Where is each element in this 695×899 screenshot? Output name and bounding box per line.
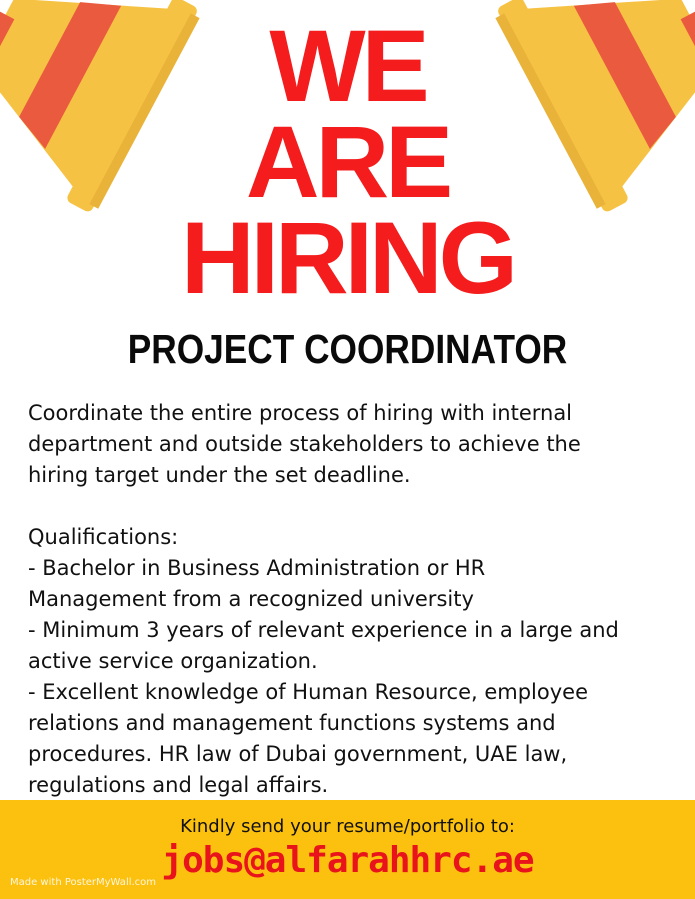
description-line: hiring target under the set deadline. <box>28 463 411 487</box>
qualification-line: - Excellent knowledge of Human Resource, employee <box>28 680 588 704</box>
footer-banner <box>0 800 695 899</box>
qualification-line: active service organization. <box>28 649 318 673</box>
qualification-line: - Minimum 3 years of relevant experience in a large and <box>28 618 619 642</box>
qualification-line: - Bachelor in Business Administration or HR <box>28 556 486 580</box>
headline-line-we: WE <box>269 9 426 123</box>
job-description <box>28 398 678 801</box>
footer-cta: Kindly send your resume/portfolio to: <box>180 816 515 837</box>
description-line: Coordinate the entire process of hiring with internal <box>28 401 573 425</box>
credit-text: Made with PosterMyWall.com <box>10 877 157 888</box>
qualification-line: relations and management functions systems and <box>28 711 556 735</box>
headline <box>0 9 695 315</box>
spacer <box>28 491 678 522</box>
qualification-line: Management from a recognized university <box>28 587 474 611</box>
contact-email[interactable]: jobs@alfarahhrc.ae <box>161 840 534 881</box>
qualification-line: regulations and legal affairs. <box>28 773 329 797</box>
qualifications-heading: Qualifications: <box>28 525 179 549</box>
job-title: PROJECT COORDINATOR <box>127 326 568 372</box>
headline-line-hiring: HIRING <box>181 201 514 315</box>
qualification-line: procedures. HR law of Dubai government, UAE law, <box>28 742 568 766</box>
description-line: department and outside stakeholders to achieve the <box>28 432 581 456</box>
headline-line-are: ARE <box>245 105 450 219</box>
